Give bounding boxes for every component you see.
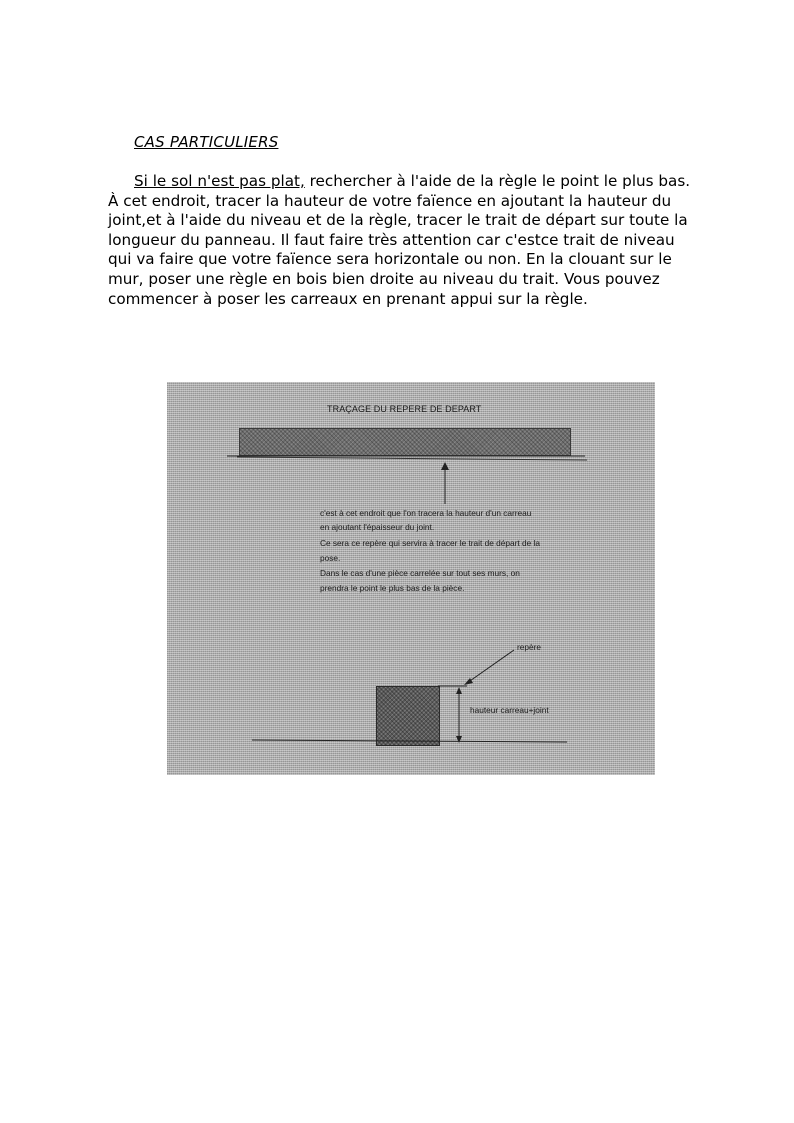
paragraph-lead: Si le sol n'est pas plat, [134,172,305,190]
lowest-point-arrow-head [441,462,449,470]
repere-arrow-shaft [467,650,514,683]
paragraph-body: rechercher à l'aide de la règle le point le plus bas. À cet endroit, tracer la hauteur de votre faïence en ajoutant la hauteur du joint,et à l'aide du niveau et de la règle, tracer le trait de départ sur toute la longueur du panneau. Il faut faire très attention car c'estce trait de niveau qui va faire que votre faïence sera horizontale ou non. En la clouant sur le mur, poser une règle en bois bien droite au niveau du trait. Vous pouvez commencer à poser les carreaux en prenant appui sur la règle. [108,172,691,308]
height-label: hauteur carreau+joint [470,705,549,715]
uneven-floor-line [237,457,587,460]
floor-line [252,740,567,742]
diagram-note-line: en ajoutant l'épaisseur du joint. [320,522,435,532]
height-arrow-bottom [456,736,462,743]
repere-label: repère [517,642,541,652]
diagram-note-line: c'est à cet endroit que l'on tracera la hauteur d'un carreau [320,508,532,518]
instruction-paragraph [108,172,698,309]
height-arrow-top [456,687,462,694]
diagram-note-line: Dans le cas d'une pièce carrelée sur tout ses murs, on [320,568,520,578]
diagram-note-line: prendra le point le plus bas de la pièce. [320,583,465,593]
diagram-title: TRAÇAGE DU REPERE DE DEPART [327,404,482,414]
diagram-note-line: Ce sera ce repère qui servira à tracer le trait de départ de la [320,538,540,548]
repere-arrow-head [464,678,473,685]
section-heading: CAS PARTICULIERS [134,133,279,151]
diagram-note-line: pose. [320,553,341,563]
tracing-diagram [167,382,655,775]
